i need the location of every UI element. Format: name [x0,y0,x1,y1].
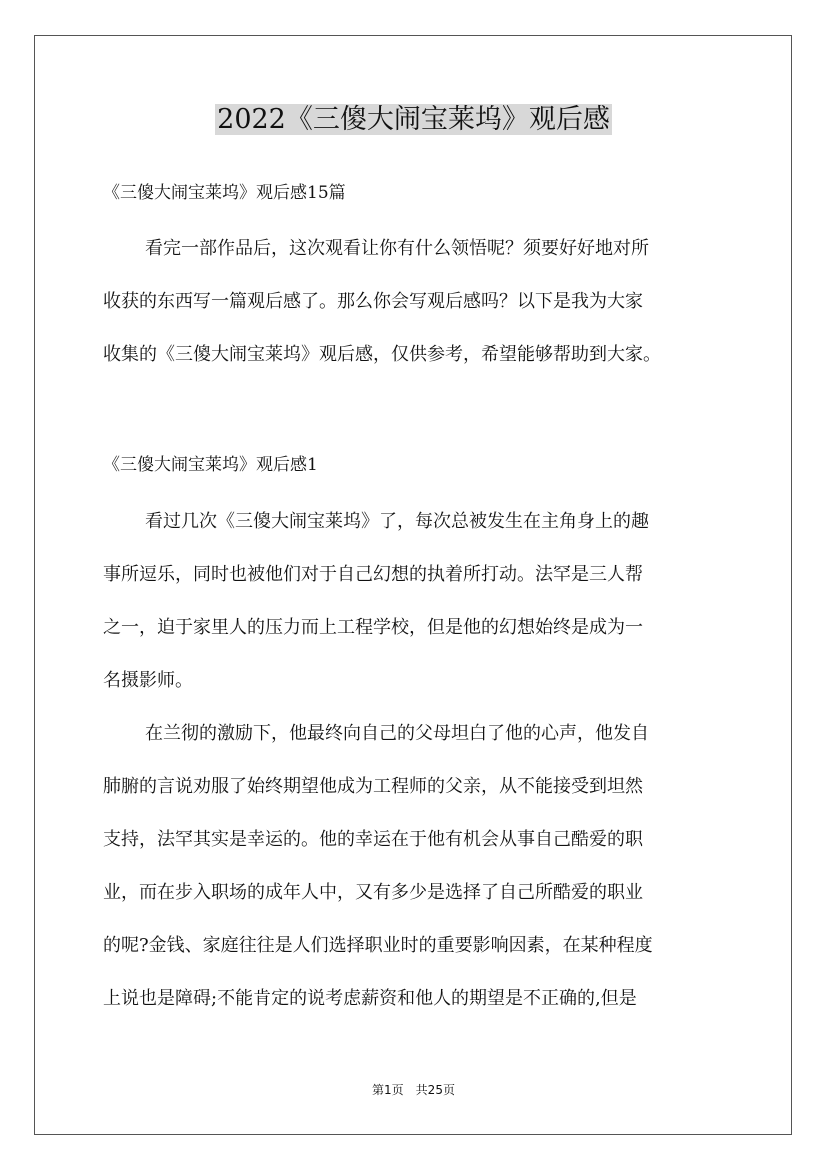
intro-line: 收集的《三傻大闹宝莱坞》观后感，仅供参考，希望能够帮助到大家。 [103,344,661,365]
paragraph-line: 业，而在步入职场的成年人中，又有多少是选择了自己所酷爱的职业 [103,882,643,903]
paragraph-line: 在兰彻的激励下，他最终向自己的父母坦白了他的心声，他发自 [145,723,649,744]
intro-line: 看完一部作品后，这次观看让你有什么领悟呢？须要好好地对所 [145,238,649,259]
intro-line: 收获的东西写一篇观后感了。那么你会写观后感吗？以下是我为大家 [103,291,643,312]
paragraph-line: 事所逗乐，同时也被他们对于自己幻想的执着所打动。法罕是三人帮 [103,564,643,585]
paragraph-line: 肺腑的言说劝服了始终期望他成为工程师的父亲，从不能接受到坦然 [103,776,643,797]
paragraph-line: 支持，法罕其实是幸运的。他的幸运在于他有机会从事自己酷爱的职 [103,829,643,850]
paragraph-line: 的呢?金钱、家庭往往是人们选择职业时的重要影响因素，在某种程度 [103,935,653,956]
document-title [0,100,827,140]
section-heading: 《三傻大闹宝莱坞》观后感1 [103,455,318,475]
paragraph-line: 上说也是障碍;不能肯定的说考虑薪资和他人的期望是不正确的,但是 [103,988,637,1009]
page-number: 第1页 共25页 [372,1083,455,1097]
paragraph-line: 名摄影师。 [103,670,193,691]
paragraph-line: 看过几次《三傻大闹宝莱坞》了，每次总被发生在主角身上的趣 [145,511,649,532]
document-subheading: 《三傻大闹宝莱坞》观后感15篇 [103,183,346,203]
paragraph-line: 之一，迫于家里人的压力而上工程学校，但是他的幻想始终是成为一 [103,617,643,638]
document-title-text: 2022《三傻大闹宝莱坞》观后感 [217,104,610,135]
